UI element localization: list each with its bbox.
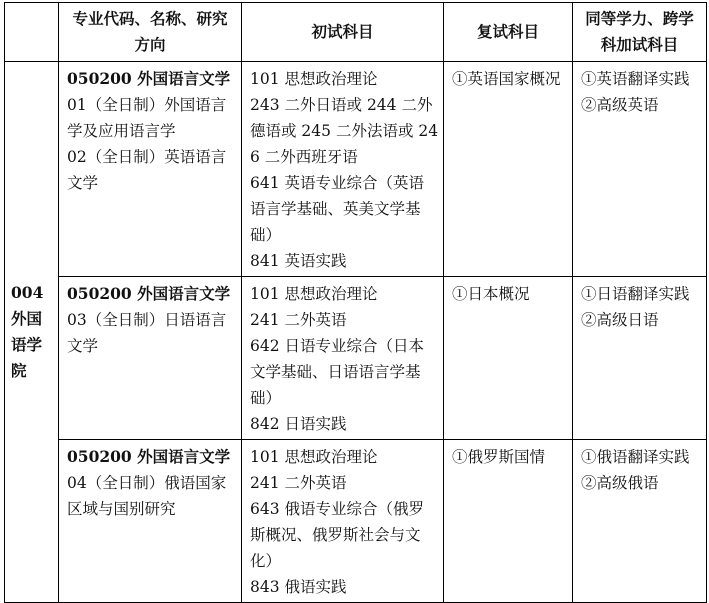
retest-subjects-cell [444, 62, 573, 277]
table-row [5, 440, 707, 603]
subject: 643 俄语专业综合（俄罗斯概况、俄罗斯社会与文化） [250, 500, 425, 570]
header-major: 专业代码、名称、研究方向 [59, 3, 242, 62]
subject: 101 思想政治理论 [250, 70, 378, 88]
major-code: 050200 外国语言文学 [67, 69, 231, 88]
subject: 101 思想政治理论 [250, 285, 378, 303]
college-name: 004外国语学院 [5, 62, 59, 603]
research-direction: 04（全日制）俄语国家区域与国别研究 [67, 474, 227, 518]
research-direction: 03（全日制）日语语言文学 [67, 311, 227, 355]
subject: ②高级英语 [581, 96, 659, 114]
initial-subjects-cell [242, 277, 444, 440]
major-cell [59, 62, 242, 277]
extra-subjects-cell [573, 277, 707, 440]
initial-subjects-cell [242, 62, 444, 277]
subject: ①英语国家概况 [452, 70, 561, 88]
subject: ①日语翻译实践 [581, 285, 690, 303]
exam-subjects-table [4, 2, 707, 603]
header-extra-subjects: 同等学力、跨学科加试科目 [573, 3, 707, 62]
subject: 842 日语实践 [250, 415, 347, 433]
header-retest-subjects: 复试科目 [444, 3, 573, 62]
subject: 642 日语专业综合（日本文学基础、日语语言学基础） [250, 337, 425, 407]
subject: ①日本概况 [452, 285, 530, 303]
major-cell [59, 440, 242, 603]
header-initial-subjects: 初试科目 [242, 3, 444, 62]
table-row [5, 62, 707, 277]
retest-subjects-cell [444, 277, 573, 440]
subject: 101 思想政治理论 [250, 448, 378, 466]
subject: ①俄语翻译实践 [581, 448, 690, 466]
table-row [5, 277, 707, 440]
research-direction: 01（全日制）外国语言学及应用语言学 [67, 96, 227, 140]
subject: ②高级俄语 [581, 474, 659, 492]
header-blank [5, 3, 59, 62]
retest-subjects-cell [444, 440, 573, 603]
subject: 841 英语实践 [250, 252, 347, 270]
subject: ①英语翻译实践 [581, 70, 690, 88]
major-code: 050200 外国语言文学 [67, 284, 231, 303]
extra-subjects-cell [573, 440, 707, 603]
extra-subjects-cell [573, 62, 707, 277]
header-row [5, 3, 707, 62]
major-cell [59, 277, 242, 440]
subject: 241 二外英语 [250, 474, 347, 492]
subject: 641 英语专业综合（英语语言学基础、英美文学基础） [250, 174, 425, 244]
initial-subjects-cell [242, 440, 444, 603]
subject: 241 二外英语 [250, 311, 347, 329]
major-code: 050200 外国语言文学 [67, 447, 231, 466]
subject: 243 二外日语或 244 二外德语或 245 二外法语或 246 二外西班牙语 [250, 96, 439, 166]
subject: ①俄罗斯国情 [452, 448, 546, 466]
subject: 843 俄语实践 [250, 578, 347, 596]
subject: ②高级日语 [581, 311, 659, 329]
research-direction: 02（全日制）英语语言文学 [67, 148, 227, 192]
